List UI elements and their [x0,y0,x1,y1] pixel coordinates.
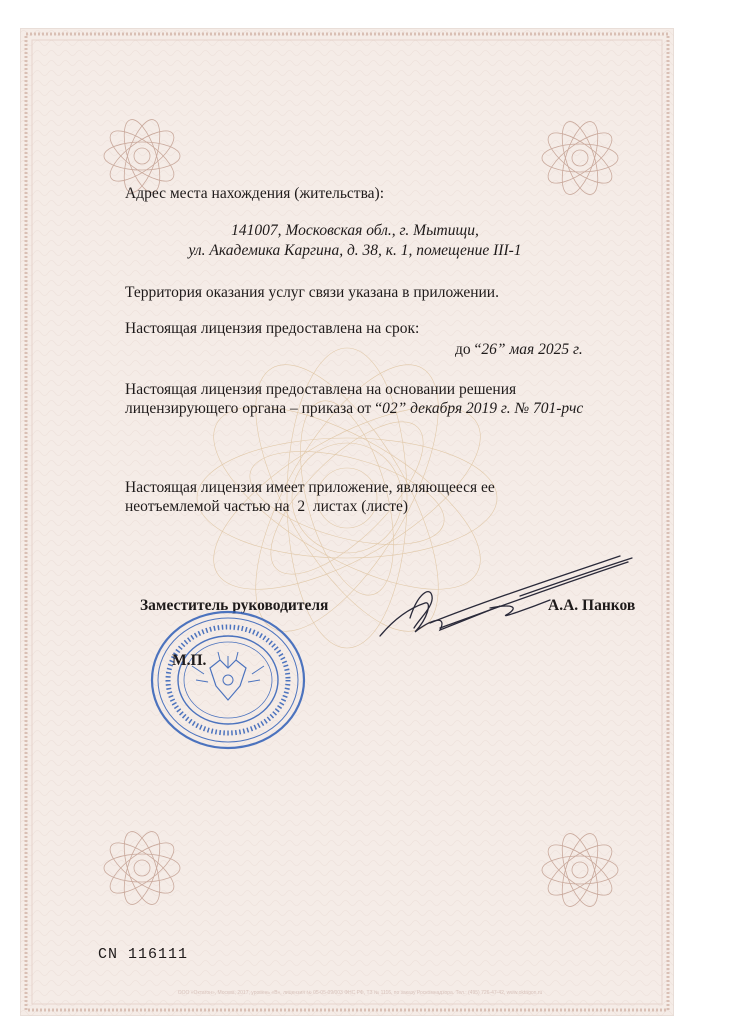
basis-line1: Настоящая лицензия предоставлена на основании решения [125,381,517,398]
term-until-rest: ” мая 2025 г. [496,341,583,358]
address-line1: 141007, Московская обл., г. Мытищи, [231,222,479,239]
basis-order-rest: ” декабря 2019 г. № 701-рчс [397,400,584,417]
term-until-day: 26 [481,341,497,358]
basis-order-day: 02 [382,400,398,417]
appendix-line2 [125,497,408,516]
territory-note: Территория оказания услуг связи указана в приложении. [125,284,499,301]
appendix-sheet-count: 2 [293,498,309,515]
appendix-suffix: листах (листе) [308,498,409,515]
official-seal-stamp [148,608,308,753]
signatory-position: Заместитель руководителя [140,597,329,614]
basis-line2-prefix: лицензирующего органа – приказа от “ [125,400,383,417]
address-label: Адрес места нахождения (жительства): [125,185,385,202]
term-until [455,340,583,359]
term-until-prefix: до “ [455,341,482,358]
seal-label: М.П. [172,652,207,669]
serial-number: CN 116111 [98,946,189,963]
basis-line2 [125,399,583,418]
appendix-prefix: неотъемлемой частью на [125,498,294,515]
signatory-name: А.А. Панков [548,597,636,614]
corner-rosettes [20,28,674,1016]
address-line2: ул. Академика Каргина, д. 38, к. 1, помещение III-1 [188,242,522,259]
printer-footer: ООО «Октагон», Москва, 2017, уровень «В», лицензия № 05-05-09/003 ФНС РФ, ТЗ № 1116, по заказу Роскомнадзора. Тел.: (495) 726-47-42, www.oktagon.ru [177,990,543,996]
license-sheet [20,28,674,1016]
appendix-line1: Настоящая лицензия имеет приложение, являющееся ее [125,479,495,496]
term-label: Настоящая лицензия предоставлена на срок: [125,320,420,337]
